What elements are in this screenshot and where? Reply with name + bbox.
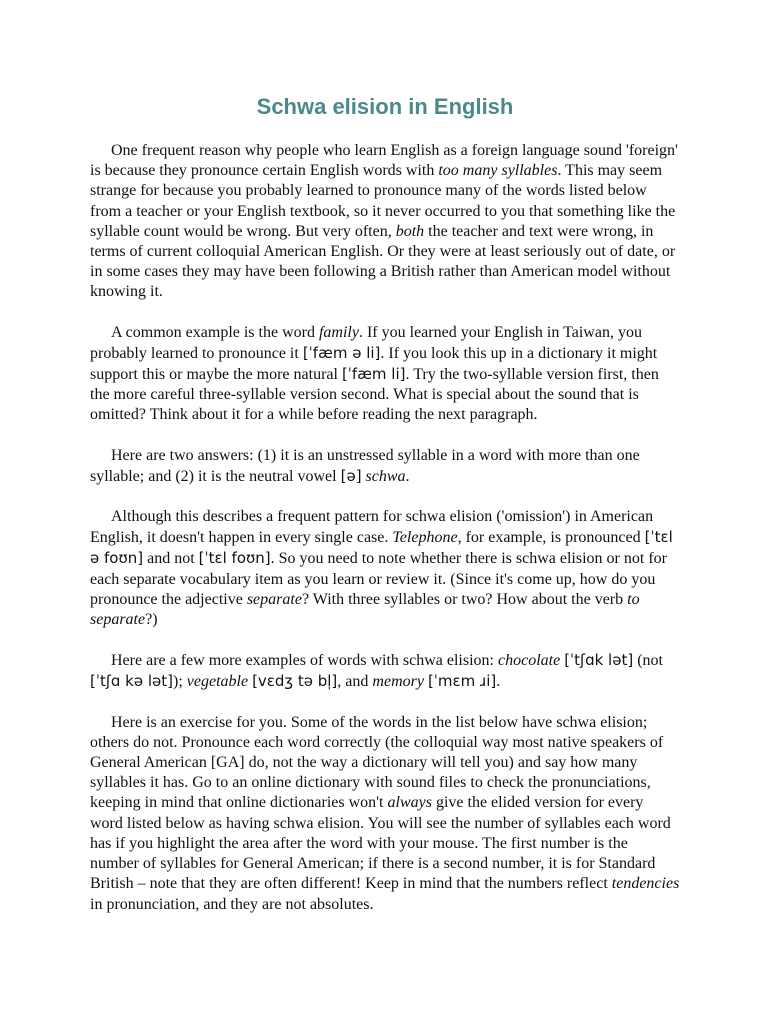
paragraph-telephone: [90, 507, 680, 630]
page-title: Schwa elision in English: [256, 94, 514, 119]
emphasis-text: separate: [246, 590, 302, 608]
text-run: Here is an exercise for you. Some of the words in the list below have schwa elision; others do not. Pronounce each word correctly (the colloquial way most native speakers of General American [GA] do, not the way a dictionary will tell you) and say how many syllables it has. Go to an online dictionary with sound files to check the pronunciations, keeping in mind that online dictionaries won't: [90, 713, 664, 812]
emphasis-text: memory: [372, 673, 424, 691]
ipa-transcription: [ˈtʃɑk lət]: [564, 651, 634, 670]
ipa-transcription: [ˈtɛl ə foʊn]: [90, 528, 673, 568]
text-run: , and: [337, 673, 373, 691]
ipa-transcription: [ə]: [340, 466, 362, 485]
emphasis-text: vegetable: [186, 673, 249, 691]
text-run: and not: [143, 550, 199, 568]
paragraph-exercise: [90, 713, 680, 915]
text-run: in pronunciation, and they are not absolutes.: [90, 895, 374, 913]
emphasis-text: Telephone: [392, 529, 458, 547]
paragraph-intro: [90, 141, 680, 303]
text-run: ?): [145, 611, 158, 629]
text-run: .: [496, 673, 501, 691]
ipa-transcription: [ˈmɛm ɹi]: [427, 672, 497, 691]
paragraph-answers: [90, 446, 680, 487]
emphasis-text: schwa: [365, 467, 406, 485]
emphasis-text: too many syllables: [438, 162, 558, 180]
ipa-transcription: [ˈtʃɑ kə lət]: [90, 672, 173, 691]
ipa-transcription: [ˈfæm li]: [341, 365, 406, 384]
text-run: . So you need to note whether there is schwa elision or not for each separate vocabulary item as you learn or review it. (Since it's come up, how do you pronounce the adjective: [90, 550, 667, 608]
text-run: . If you look this up in a dictionary it might support this or maybe the more natural: [90, 344, 658, 384]
ipa-transcription: [ˈtɛl foʊn]: [198, 549, 271, 568]
emphasis-text: tendencies: [611, 875, 680, 893]
text-run: Although this describes a frequent pattern for schwa elision ('omission') in American English, it doesn't happen in every single case.: [90, 508, 654, 547]
text-run: the teacher and text were wrong, in terms of current colloquial American English. Or they were at least seriously out of date, or in some cases they may have been following a British rather than American model without knowing it.: [90, 222, 676, 301]
text-run: . This may seem strange for because you probably learned to pronounce many of the words listed below from a teacher or your English textbook, so it never occurred to you that something like the syllable count would be wrong. But very often,: [90, 162, 676, 240]
paragraph-more-examples: [90, 650, 680, 692]
emphasis-text: to separate: [90, 590, 640, 629]
text-run: . If you learned your English in Taiwan, you probably learned to pronounce it: [90, 323, 642, 362]
text-run: . Try the two-syllable version first, then the more careful three-syllable version second. What is special about the sound that is omitted? Think about it for a while before reading the next paragraph.: [90, 366, 659, 424]
paragraph-family-example: [90, 323, 680, 426]
text-run: One frequent reason why people who learn English as a foreign language sound 'foreign' is because they pronounce certain English words with: [90, 142, 678, 180]
ipa-transcription: [ˈfæm ə li]: [302, 343, 381, 362]
text-run: );: [173, 673, 187, 691]
text-run: ? With three syllables or two? How about the verb: [301, 590, 628, 608]
text-run: give the elided version for every word listed below as having schwa elision. You will see the number of syllables each word has if you highlight the area after the word with your mouse. The first number is the number of syllables for General American; if there is a second number, it is for Standard British – note that they are often different! Keep in mind that the numbers reflect: [90, 794, 671, 893]
text-run: A common example is the word: [111, 323, 319, 341]
emphasis-text: always: [387, 794, 432, 812]
document-page: [90, 92, 680, 935]
text-run: Here are two answers: (1) it is an unstressed syllable in a word with more than one syllable; and (2) it is the neutral vowel: [90, 446, 640, 485]
text-run: Here are a few more examples of words with schwa elision:: [111, 652, 498, 670]
emphasis-text: chocolate: [497, 652, 561, 670]
text-run: (not: [633, 652, 663, 670]
text-run: .: [405, 467, 410, 485]
text-run: , for example, is pronounced: [457, 529, 645, 547]
ipa-transcription: [vɛdʒ tə bl̩]: [252, 672, 338, 691]
emphasis-text: both: [395, 222, 425, 240]
emphasis-text: family: [318, 323, 359, 341]
